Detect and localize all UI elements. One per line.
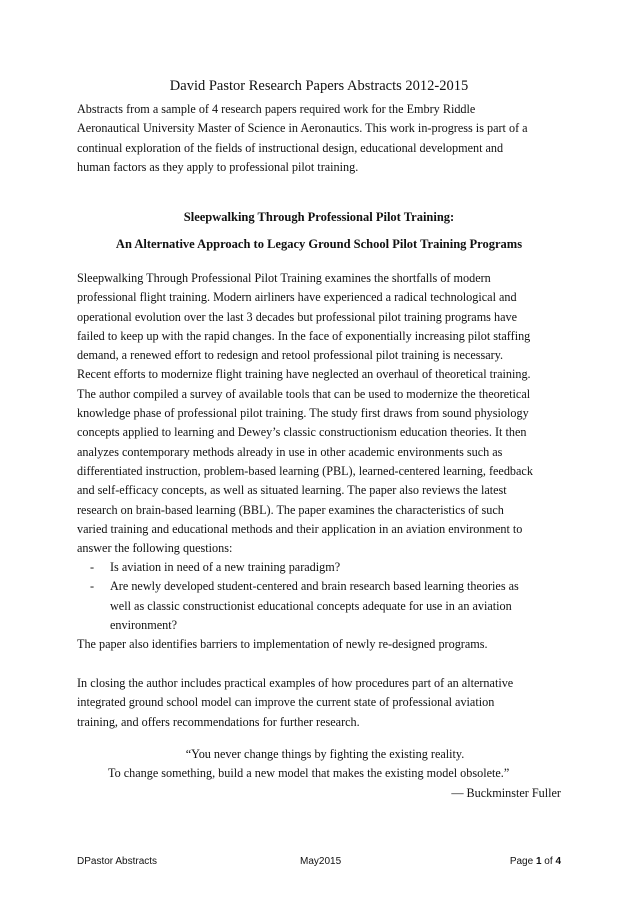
closing-paragraph: [77, 674, 567, 732]
closing-line: training, and offers recommendations for further research.: [77, 714, 360, 729]
body-line: research on brain-based learning (BBL). The paper examines the characteristics of such: [77, 502, 504, 517]
page-number: [510, 856, 561, 867]
abstract-body: [77, 269, 567, 558]
question-list: [90, 558, 560, 635]
closing-line: integrated ground school model can improve the current state of professional aviation: [77, 695, 495, 710]
body-line: and self-efficacy concepts, as well as situated learning. The paper also reviews the latest: [77, 483, 507, 498]
list-item-text: well as classic constructionist educational concepts adequate for use in an aviation: [110, 598, 512, 613]
body-line: Sleepwalking Through Professional Pilot Training examines the shortfalls of modern: [77, 271, 491, 285]
list-item: [90, 577, 560, 635]
quote-line: “You never change things by fighting the existing reality.: [185, 747, 465, 761]
barriers-line: The paper also identifies barriers to implementation of newly re-designed programs.: [77, 637, 488, 651]
bullet-dash: -: [90, 560, 95, 574]
document-title: David Pastor Research Papers Abstracts 2012-2015: [169, 78, 469, 94]
body-line: operational evolution over the last 3 decades but professional pilot training programs have: [77, 309, 517, 324]
quote-attribution: — Buckminster Fuller: [451, 786, 561, 800]
body-line: differentiated instruction, problem-based learning (PBL), learned-centered learning, feedback: [77, 463, 533, 478]
quote-line: To change something, build a new model that makes the existing model obsolete.”: [108, 766, 510, 780]
intro-line: Abstracts from a sample of 4 research papers required work for the Embry Riddle: [77, 102, 476, 116]
intro-line: Aeronautical University Master of Science in Aeronautics. This work in-progress is part of a: [77, 121, 528, 136]
footer-left: DPastor Abstracts: [77, 856, 158, 867]
body-line: answer the following questions:: [77, 541, 233, 556]
body-line: knowledge phase of professional pilot training. The study first draws from sound physiology: [77, 406, 529, 421]
page-total: 4: [555, 856, 561, 867]
body-line: failed to keep up with the rapid changes. In the face of exponentially increasing pilot staffing: [77, 328, 531, 343]
body-line: Recent efforts to modernize flight training have neglected an overhaul of theoretical training.: [77, 367, 531, 382]
intro-line: continual exploration of the fields of instructional design, educational development and: [77, 140, 504, 155]
section-subheading: An Alternative Approach to Legacy Ground School Pilot Training Programs: [115, 237, 523, 251]
list-item-text: Is aviation in need of a new training paradigm?: [110, 560, 341, 574]
list-item-text: environment?: [110, 617, 178, 632]
body-line: analyzes contemporary methods already in use in other academic environments such as: [77, 444, 503, 459]
body-line: concepts applied to learning and Dewey’s classic constructionism education theories. It then: [77, 425, 527, 440]
body-line: professional flight training. Modern airliners have experienced a radical technological and: [77, 290, 517, 305]
intro-line: human factors as they apply to professional pilot training.: [77, 159, 359, 174]
bullet-dash: -: [90, 579, 95, 594]
page-prefix: Page: [509, 856, 536, 867]
list-item: [90, 558, 560, 577]
body-line: demand, a renewed effort to redesign and retool professional pilot training is necessary.: [77, 348, 504, 363]
footer-date: May2015: [300, 856, 342, 867]
body-line: The author compiled a survey of available tools that can be used to modernize the theoretical: [77, 386, 531, 401]
closing-line: In closing the author includes practical examples of how procedures part of an alternative: [77, 676, 514, 690]
page-current: 1: [535, 856, 542, 867]
page-of: of: [541, 856, 556, 867]
list-item-text: Are newly developed student-centered and brain research based learning theories as: [110, 579, 519, 594]
section-heading: Sleepwalking Through Professional Pilot Training:: [183, 210, 455, 224]
body-line: varied training and educational methods and their application in an aviation environment to: [77, 521, 523, 536]
intro-paragraph: [77, 100, 567, 177]
